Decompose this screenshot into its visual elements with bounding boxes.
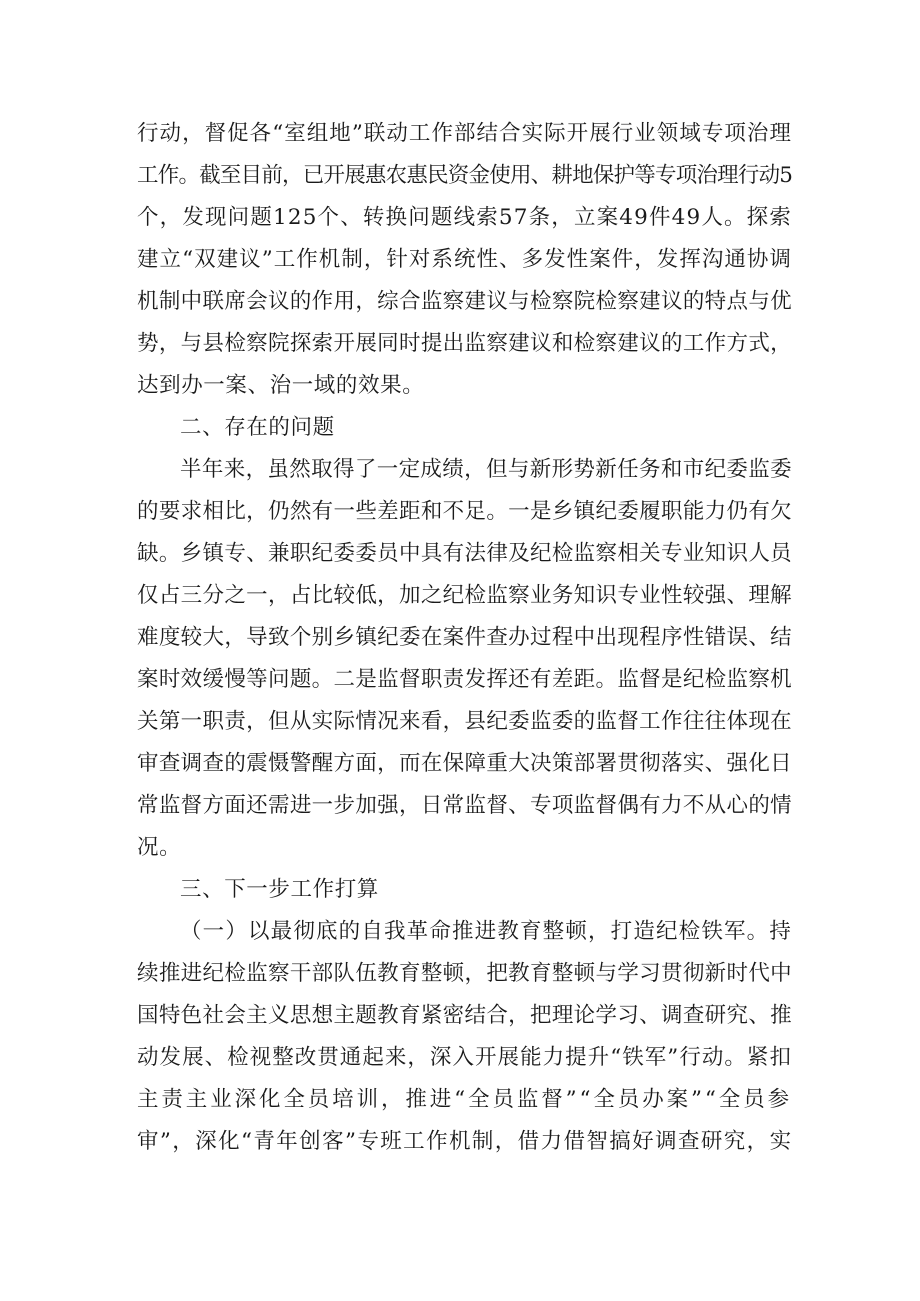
text-line: 的要求相比，仍然有一些差距和不足。一是乡镇纪委履职能力仍有欠 [137, 499, 792, 524]
text-line: 常监督方面还需进一步加强，日常监督、专项监督偶有力不从心的情 [137, 793, 792, 818]
paragraph-summary-actions [137, 113, 792, 407]
text-line: 机制中联席会议的作用，综合监察建议与检察院检察建议的特点与优 [137, 289, 792, 314]
text-line: 案时效缓慢等问题。二是监督职责发挥还有差距。监督是纪检监察机 [137, 667, 792, 692]
text-line: 缺。乡镇专、兼职纪委委员中具有法律及纪检监察相关专业知识人员 [137, 541, 792, 566]
text-line: 行动，督促各“室组地”联动工作部结合实际开展行业领域专项治理 [137, 121, 792, 146]
section-heading-problems: 二、存在的问题 [180, 415, 335, 440]
text-line: 主责主业深化全员培训，推进“全员监督”“全员办案”“全员参 [137, 1087, 792, 1112]
text-line: （一）以最彻底的自我革命推进教育整顿，打造纪检铁军。持 [180, 919, 792, 944]
text-line: 工作。截至目前，已开展惠农惠民资金使用、耕地保护等专项治理行动5 [137, 163, 793, 188]
section-heading-next-steps: 三、下一步工作打算 [180, 877, 379, 902]
text-line: 续推进纪检监察干部队伍教育整顿，把教育整顿与学习贯彻新时代中 [137, 961, 792, 986]
text-line: 动发展、检视整改贯通起来，深入开展能力提升“铁军”行动。紧扣 [137, 1045, 792, 1070]
text-line: 势，与县检察院探索开展同时提出监察建议和检察建议的工作方式， [137, 331, 792, 356]
text-line: 况。 [137, 835, 182, 860]
text-line: 个，发现问题125个、转换问题线索57条，立案49件49人。探索 [137, 205, 792, 230]
text-line: 审查调查的震慑警醒方面，而在保障重大决策部署贯彻落实、强化日 [137, 751, 792, 776]
text-line: 建立“双建议”工作机制，针对系统性、多发性案件，发挥沟通协调 [137, 247, 792, 272]
text-line: 仅占三分之一，占比较低，加之纪检监察业务知识专业性较强、理解 [137, 583, 792, 608]
text-line: 达到办一案、治一域的效果。 [137, 373, 425, 398]
text-line: 审”，深化“青年创客”专班工作机制，借力借智搞好调查研究，实 [137, 1129, 793, 1154]
paragraph-next-steps [137, 911, 792, 1163]
text-line: 半年来，虽然取得了一定成绩，但与新形势新任务和市纪委监委 [180, 457, 792, 482]
text-line: 难度较大，导致个别乡镇纪委在案件查办过程中出现程序性错误、结 [137, 625, 792, 650]
paragraph-problems [137, 449, 792, 869]
text-line: 关第一职责，但从实际情况来看，县纪委监委的监督工作往往体现在 [137, 709, 792, 734]
text-line: 国特色社会主义思想主题教育紧密结合，把理论学习、调查研究、推 [137, 1003, 792, 1028]
document-body [137, 113, 792, 1163]
